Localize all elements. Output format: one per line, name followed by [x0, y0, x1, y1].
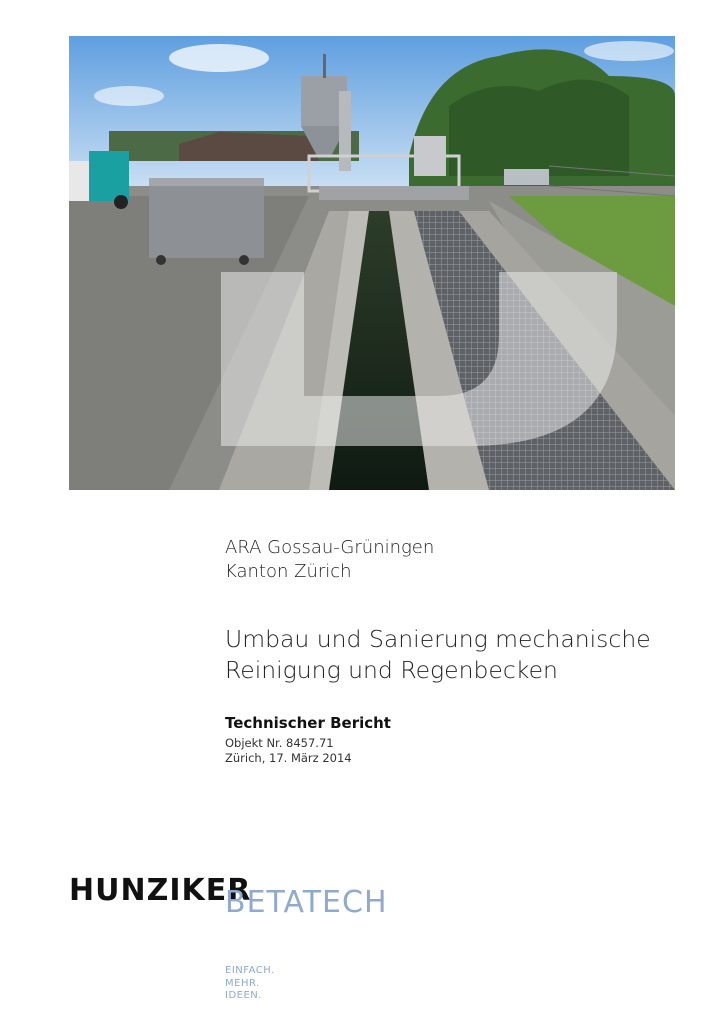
- project-title-line2: Reinigung und Regenbecken: [225, 656, 558, 684]
- slogan-line2: MEHR.: [225, 977, 260, 989]
- slogan-line3: IDEEN.: [225, 990, 262, 1001]
- cover-photo: [69, 36, 675, 490]
- object-number: Objekt Nr. 8457.71: [225, 736, 334, 750]
- company-name-part1: HUNZIKER: [69, 873, 252, 908]
- slogan-line1: EINFACH.: [225, 965, 275, 976]
- client-block: [225, 536, 434, 584]
- slogan: [225, 965, 275, 1003]
- report-block: [225, 714, 391, 765]
- client-name: ARA Gossau-Grüningen: [225, 537, 435, 558]
- place-date: Zürich, 17. März 2014: [225, 750, 352, 765]
- report-type: Technischer Bericht: [225, 714, 391, 732]
- company-logo: [69, 872, 429, 918]
- client-canton: Kanton Zürich: [225, 561, 352, 582]
- project-title-line1: Umbau und Sanierung mechanische: [225, 625, 651, 653]
- project-title: [225, 624, 695, 686]
- company-name-part2: BETATECH: [225, 885, 388, 918]
